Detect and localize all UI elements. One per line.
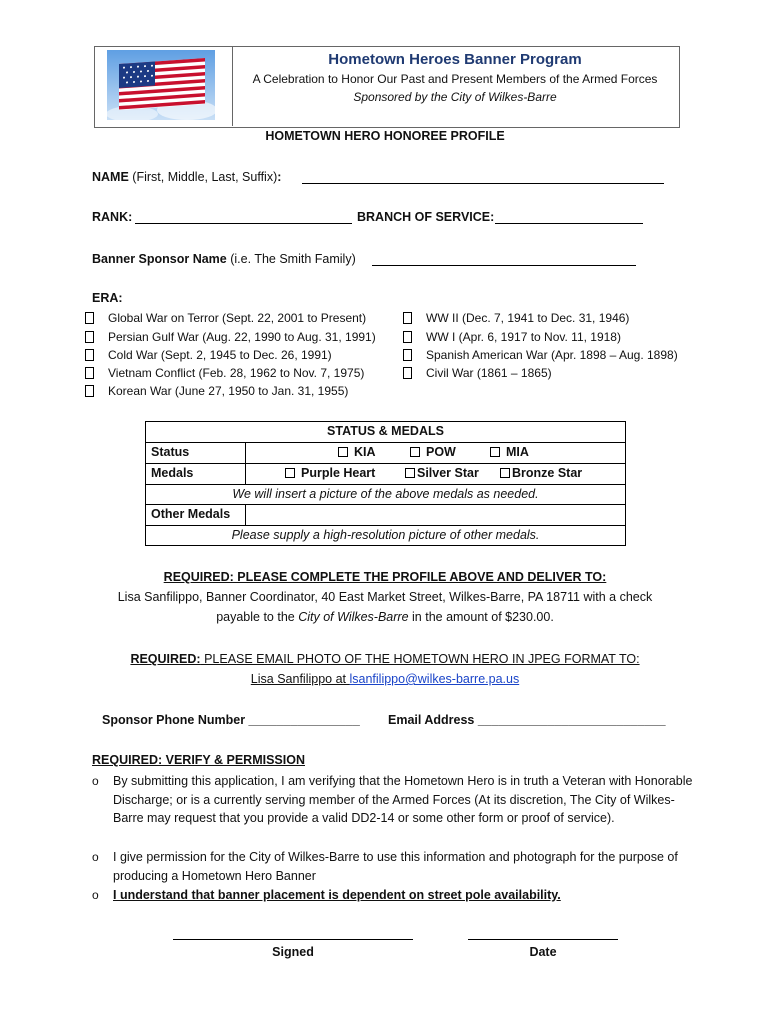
program-subtitle: A Celebration to Honor Our Past and Present Members of the Armed Forces [252, 72, 658, 86]
status-pow[interactable]: POW [410, 445, 456, 459]
delivery-heading: REQUIRED: PLEASE COMPLETE THE PROFILE ABOVE AND DELIVER TO: [163, 570, 607, 584]
checkbox-icon[interactable] [85, 312, 94, 324]
other-medals-label: Other Medals [151, 507, 231, 521]
checkbox-icon[interactable] [338, 447, 348, 457]
checkbox-icon[interactable] [490, 447, 500, 457]
name-field-label [92, 170, 281, 184]
name-colon: : [277, 170, 282, 184]
bullet-icon: o [92, 774, 99, 788]
checkbox-icon[interactable] [410, 447, 420, 457]
verify-item: By submitting this application, I am verifying that the Hometown Hero is in truth a Veteran with Honorable Discharge; or is a currently serving member of the Armed Forces (At its discretion, The City of Wilkes-Barre may request that you provide a valid DD2-14 or some other form or proof of service). [113, 774, 693, 825]
name-input-line[interactable] [302, 183, 664, 184]
delivery-payment: payable to the City of Wilkes-Barre in the amount of $230.00. [216, 610, 554, 624]
table-row-divider [145, 463, 626, 464]
status-medals-title: STATUS & MEDALS [327, 424, 444, 438]
table-col-divider [245, 504, 246, 525]
email-heading: REQUIRED: PLEASE EMAIL PHOTO OF THE HOMETOWN HERO IN JPEG FORMAT TO: [130, 652, 640, 666]
table-row-divider [145, 484, 626, 485]
status-label: Status [151, 445, 190, 459]
checkbox-icon[interactable] [85, 385, 94, 397]
checkbox-icon[interactable] [403, 331, 412, 343]
table-row-divider [145, 442, 626, 443]
rank-input-line[interactable] [135, 223, 352, 224]
checkbox-icon[interactable] [85, 367, 94, 379]
table-col-divider [245, 442, 246, 484]
branch-label: BRANCH OF SERVICE: [357, 210, 495, 224]
us-flag-icon [107, 50, 215, 124]
delivery-address: Lisa Sanfilippo, Banner Coordinator, 40 East Market Street, Wilkes-Barre, PA 18711 with a check [117, 590, 653, 604]
sponsor-hint: (i.e. The Smith Family) [226, 252, 356, 266]
verify-heading: REQUIRED: VERIFY & PERMISSION [92, 753, 305, 767]
email-link[interactable]: lsanfilippo@wilkes-barre.pa.us [349, 672, 520, 686]
name-label: NAME [92, 170, 129, 184]
rank-label: RANK: [92, 210, 133, 224]
other-medals-note: Please supply a high-resolution picture of other medals. [231, 528, 540, 542]
email-address-field[interactable]: Email Address ___________________________ [388, 713, 666, 727]
checkbox-icon[interactable] [500, 468, 510, 478]
payee-city: City of Wilkes-Barre [298, 610, 409, 624]
verify-item: I give permission for the City of Wilkes-Barre to use this information and photograph for the purpose of producing a Hometown Hero Banner [113, 850, 678, 883]
medals-label: Medals [151, 466, 194, 480]
status-kia[interactable]: KIA [338, 445, 376, 459]
era-label: ERA: [92, 291, 123, 305]
email-contact: Lisa Sanfilippo at lsanfilippo@wilkes-barre.pa.us [250, 672, 520, 686]
table-row-divider [145, 504, 626, 505]
bullet-icon: o [92, 850, 99, 864]
bullet-icon: o [92, 888, 99, 902]
date-line[interactable] [468, 939, 618, 940]
signed-label: Signed [272, 945, 314, 959]
checkbox-icon[interactable] [85, 331, 94, 343]
verify-item: I understand that banner placement is dependent on street pole availability. [113, 888, 561, 902]
medals-note: We will insert a picture of the above medals as needed. [232, 487, 539, 501]
sponsor-input-line[interactable] [372, 265, 636, 266]
date-label: Date [529, 945, 557, 959]
status-mia[interactable]: MIA [490, 445, 529, 459]
table-row-divider [145, 525, 626, 526]
sponsor-label: Banner Sponsor Name [92, 252, 227, 266]
medal-purple-heart[interactable]: Purple Heart [285, 466, 375, 480]
branch-input-line[interactable] [495, 223, 643, 224]
name-hint: (First, Middle, Last, Suffix) [128, 170, 278, 184]
checkbox-icon[interactable] [403, 367, 412, 379]
program-title: Hometown Heroes Banner Program [328, 51, 582, 68]
sponsor-field-label [92, 252, 356, 266]
medal-bronze-star[interactable]: Bronze Star [500, 466, 582, 480]
profile-title: HOMETOWN HERO HONOREE PROFILE [265, 129, 505, 143]
checkbox-icon[interactable] [403, 312, 412, 324]
checkbox-icon[interactable] [403, 349, 412, 361]
signature-line[interactable] [173, 939, 413, 940]
checkbox-icon[interactable] [405, 468, 415, 478]
program-sponsor: Sponsored by the City of Wilkes-Barre [353, 90, 557, 104]
sponsor-phone-field[interactable]: Sponsor Phone Number ________________ [102, 713, 360, 727]
medal-silver-star[interactable]: Silver Star [405, 466, 479, 480]
checkbox-icon[interactable] [85, 349, 94, 361]
checkbox-icon[interactable] [285, 468, 295, 478]
